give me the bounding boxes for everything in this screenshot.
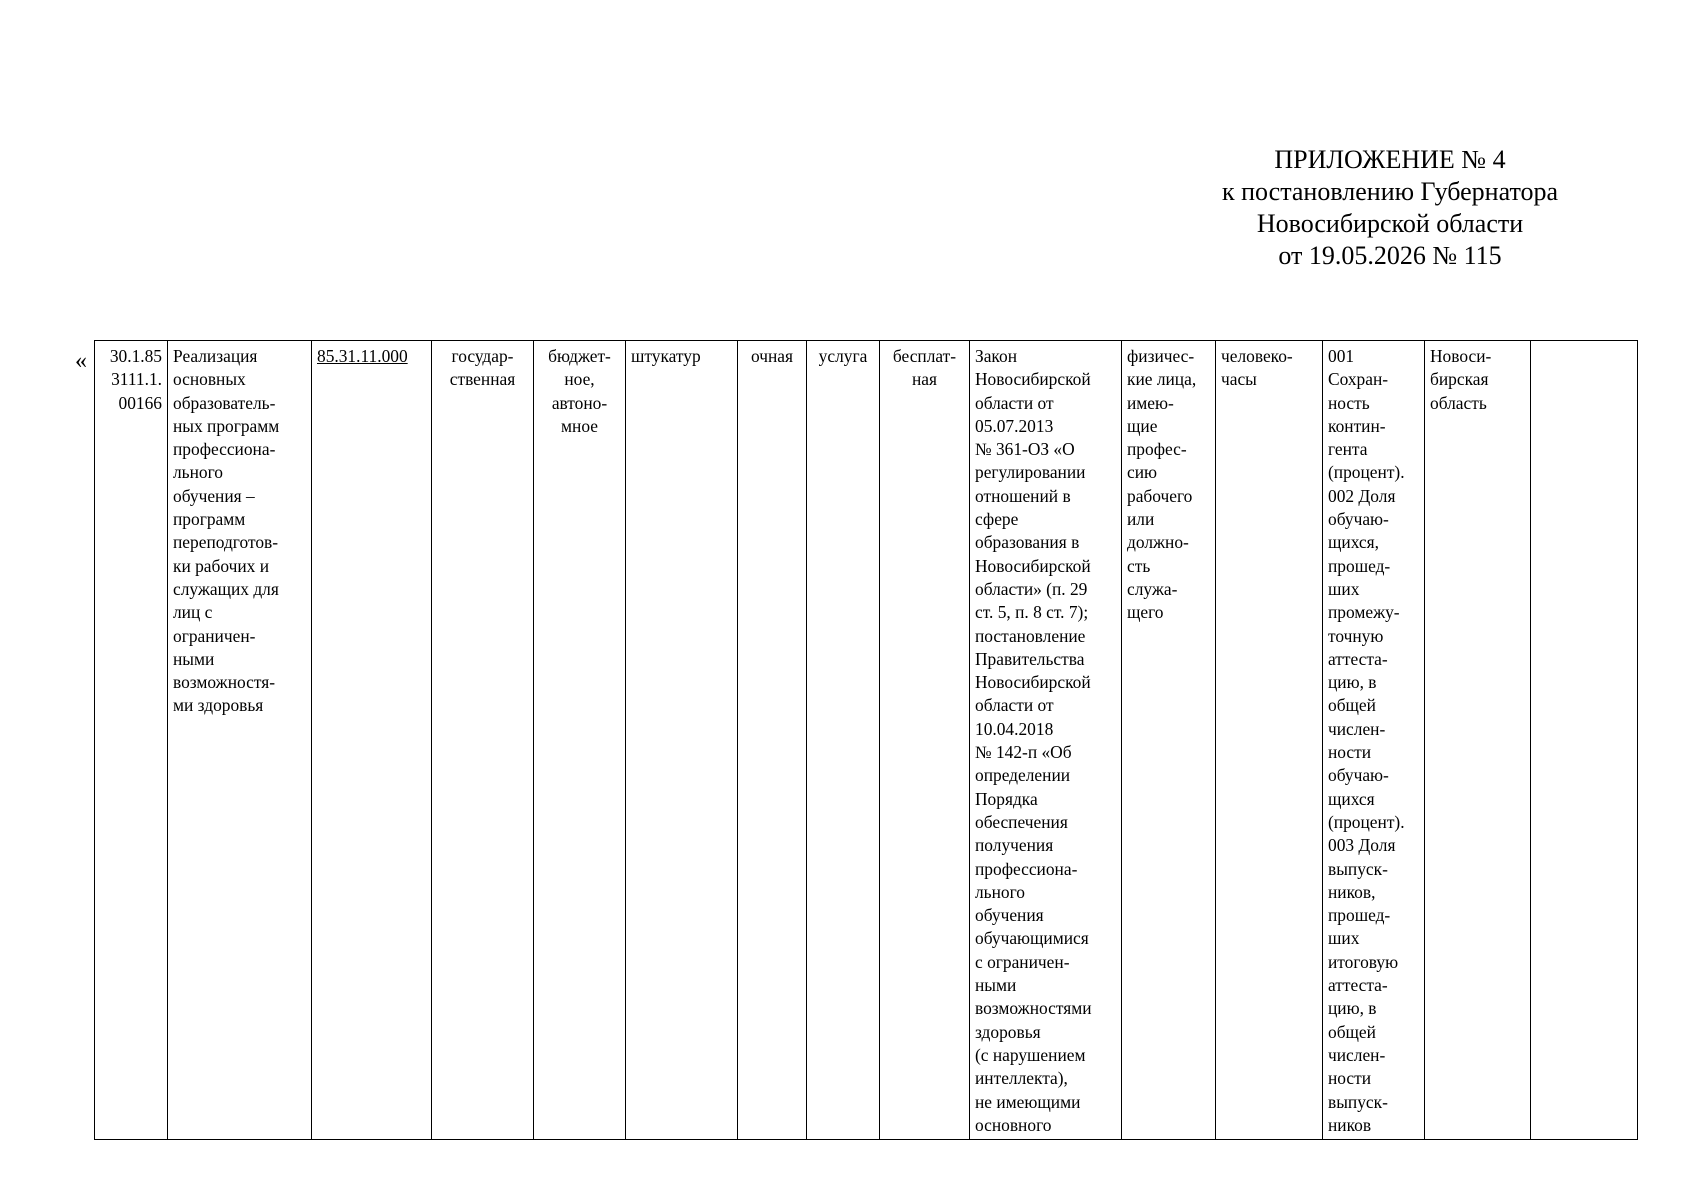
opening-quote-mark: «: [75, 348, 87, 374]
empty-cell: [1531, 341, 1638, 1140]
appendix-resolution-ref: к постановлению Губернатора: [1221, 177, 1559, 206]
service-name-cell: Реализация основных образователь- ных программ профессиона- льного обучения – программ переподготов- ки рабочих и служащих для лиц с ограничен- ными возможностя- ми здоровья: [168, 341, 312, 1140]
volume-unit-cell: человеко- часы: [1216, 341, 1323, 1140]
okpd-code-link[interactable]: 85.31.11.000: [317, 346, 408, 366]
payment-cell: бесплат- ная: [880, 341, 970, 1140]
service-registry-table: [94, 340, 1638, 1140]
service-type-cell: услуга: [807, 341, 880, 1140]
study-form-cell: очная: [738, 341, 807, 1140]
registry-code-cell: 30.1.85 3111.1. 00166: [95, 341, 168, 1140]
legal-basis-cell: Закон Новосибирской области от 05.07.2013 № 361-ОЗ «О регулировании отношений в сфере образования в Новосибирской области» (п. 29 ст. 5, п. 8 ст. 7); постановление Правительства Новосибирской области от 10.04.2018 № 142-п «Об определении Порядка обеспечения получения профессиона- льного обучения обучающимися с ограничен- ными возможностями здоровья (с нарушением интеллекта), не имеющими основного: [970, 341, 1122, 1140]
appendix-number: ПРИЛОЖЕНИЕ № 4: [1274, 145, 1506, 174]
institution-type-cell: бюджет- ное, автоно- мное: [534, 341, 626, 1140]
quality-indicators-cell: 001 Сохран- ность контин- гента (процент). 002 Доля обучаю- щихся, прошед- ших промежу- точную аттеста- цию, в общей числен- ности обучаю- щихся (процент). 003 Доля выпуск- ников, прошед- ших итоговую аттеста- цию, в общей числен- ности выпуск- ников: [1323, 341, 1425, 1140]
ownership-cell: государ- ственная: [432, 341, 534, 1140]
table-row: [95, 341, 1638, 1140]
appendix-header: [1180, 144, 1600, 272]
appendix-region: Новосибирской области: [1256, 209, 1524, 238]
territory-cell: Новоси- бирская область: [1425, 341, 1531, 1140]
appendix-date-number: от 19.05.2026 № 115: [1278, 241, 1502, 270]
okpd-code-cell: [312, 341, 432, 1140]
consumers-cell: физичес- кие лица, имею- щие профес- сию рабочего или должно- сть служа- щего: [1122, 341, 1216, 1140]
profession-cell: штукатур: [626, 341, 738, 1140]
